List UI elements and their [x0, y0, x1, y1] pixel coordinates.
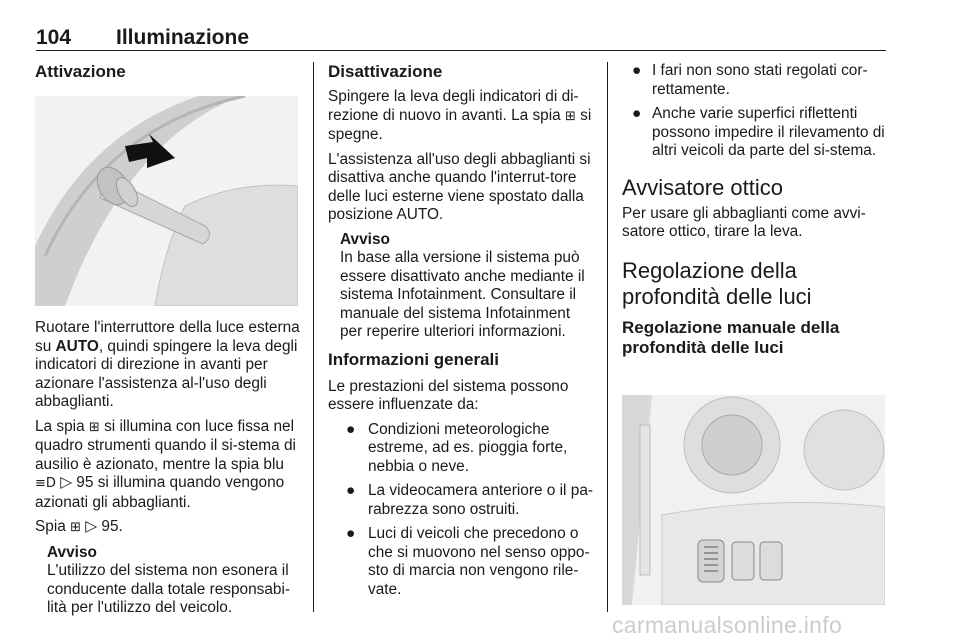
header-divider [36, 50, 886, 51]
paragraph: Per usare gli abbaglianti come avvi-satore ottico, tirare la leva. [622, 204, 866, 240]
list-item: ● La videocamera anteriore o il pa-rabrezza sono ostruiti. [346, 482, 593, 518]
page-reference-link[interactable]: ▷ 95. [81, 518, 123, 535]
high-beam-icon: ≡D [35, 476, 56, 491]
note-box [340, 231, 594, 342]
heading-disattivazione: Disattivazione [328, 62, 443, 81]
column-2 [328, 62, 594, 605]
bullet-icon: ● [346, 420, 356, 438]
paragraph: Spingere la leva degli indicatori di di-rezione di nuovo in avanti. La spia ⊞ si spegne. [328, 88, 592, 143]
high-beam-assist-icon: ⊞ [565, 108, 576, 124]
note-title: Avviso [340, 230, 390, 248]
note-box [47, 544, 300, 618]
watermark: carmanualsonline.info [612, 612, 843, 638]
column-divider [607, 62, 608, 612]
paragraph: Spia ⊞ ▷ 95. [35, 518, 300, 538]
column-divider [313, 62, 314, 612]
bullet-list [328, 421, 594, 600]
paragraph: Ruotare l'interruttore della luce esterna su AUTO, quindi spingere la leva degli indicatori di direzione in avanti per azionare l'assistenza al-l'uso degli abbaglianti. [35, 319, 300, 410]
lever-illustration [35, 96, 298, 306]
high-beam-assist-icon: ⊞ [70, 520, 81, 535]
heading-avvisatore-ottico: Avvisatore ottico [622, 174, 784, 200]
list-item: ● Condizioni meteorologiche estreme, ad es. pioggia forte, nebbia o neve. [346, 420, 568, 475]
bullet-icon: ● [346, 525, 356, 542]
column-1-text [35, 319, 300, 624]
page-reference-link[interactable]: ▷ 95 [60, 474, 94, 491]
note-text: L'utilizzo del sistema non esonera il conducente dalla totale responsabi-lità per l'utilizzo del veicolo. [47, 562, 290, 616]
column-1 [35, 62, 300, 88]
note-title: Avviso [47, 543, 97, 561]
column-3 [622, 62, 886, 366]
chapter-title: Illuminazione [116, 26, 250, 49]
list-item: ● Luci di veicoli che precedono o che si muovono nel senso oppo-sto di marcia non vengono rile-vate. [346, 525, 590, 598]
paragraph: La spia ⊞ si illumina con luce fissa nel quadro strumenti quando il si-stema di ausilio è azionato, mentre la spia blu ≡D ▷ 95 si illumina quando vengono azionati gli abbaglianti. [35, 417, 296, 511]
heading-regolazione-profondita: Regolazione della profondità delle luci [622, 257, 812, 309]
page-header [36, 26, 886, 50]
high-beam-assist-icon: ⊞ [88, 419, 100, 435]
bullet-icon: ● [346, 482, 356, 499]
heading-regolazione-manuale: Regolazione manuale della profondità delle luci [622, 317, 840, 357]
list-item: ● Anche varie superfici riflettenti possono impedire il rilevamento di altri veicoli da parte del si-stema. [632, 105, 885, 159]
headlight-range-dial-illustration [622, 395, 885, 605]
list-item: ● I fari non sono stati regolati cor-rettamente. [632, 62, 868, 98]
paragraph: L'assistenza all'uso degli abbaglianti si disattiva anche quando l'interrut-tore delle luci esterne viene spostato dalla posizione AUTO. [328, 150, 591, 223]
heading-attivazione: Attivazione [35, 62, 126, 81]
heading-informazioni-generali: Informazioni generali [328, 349, 499, 369]
note-text: In base alla versione il sistema può essere disattivato anche mediante il sistema Infotainment. Consultare il manuale del sistema Infotainment per reperire ulteriori informazioni. [340, 249, 585, 340]
bullet-icon: ● [632, 105, 642, 122]
paragraph: Le prestazioni del sistema possono essere influenzate da: [328, 377, 569, 413]
page-number: 104 [36, 26, 72, 49]
bullet-list [622, 62, 886, 161]
bullet-icon: ● [632, 62, 642, 79]
